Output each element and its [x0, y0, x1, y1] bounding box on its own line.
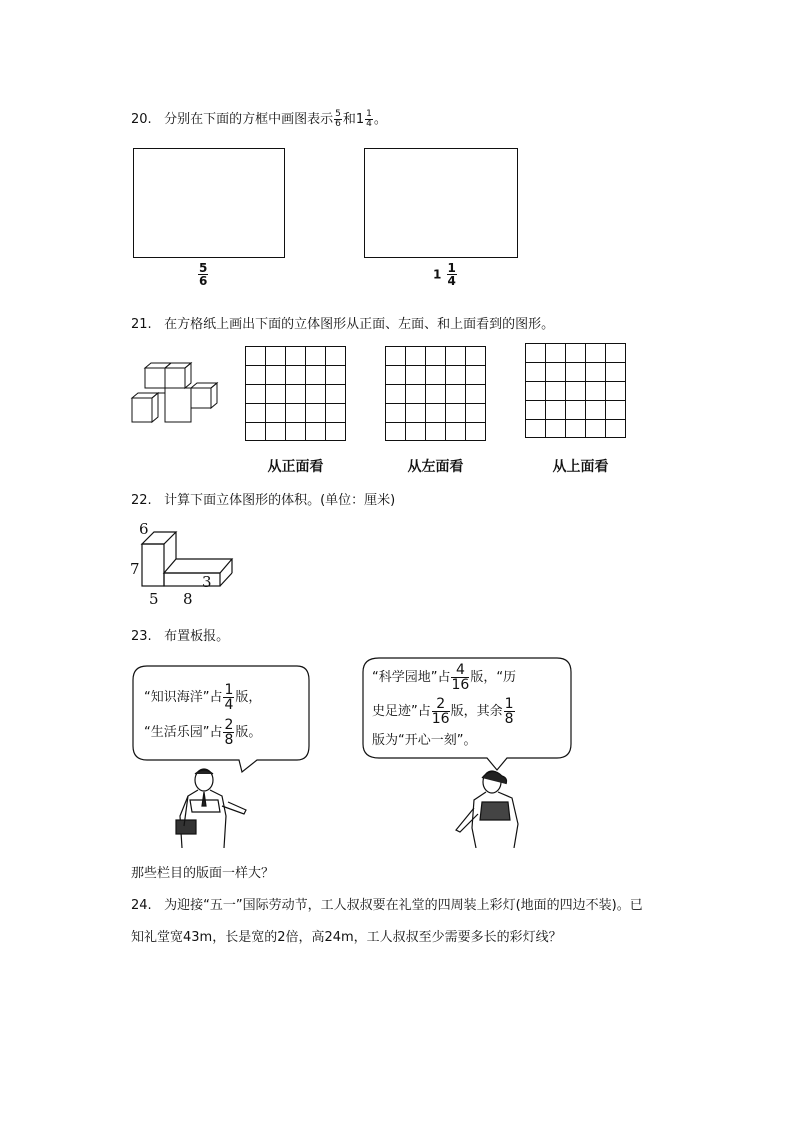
- drawing-box-left[interactable]: [133, 148, 285, 258]
- l-shape-solid-figure: [140, 528, 235, 590]
- q24-line2: 知礼堂宽43m，长是宽的2倍，高24m，工人叔叔至少需要多长的彩灯线？: [131, 930, 562, 945]
- grid-front-view[interactable]: [245, 346, 346, 441]
- dim-label-5: 5: [149, 590, 159, 608]
- q20-fraction-5-6: $\frac{5}{6}$: [335, 109, 341, 129]
- girl-illustration: [452, 768, 526, 848]
- dim-label-3: 3: [202, 573, 212, 591]
- box-label-1-1-4: 1 $\frac{1}{4}$: [433, 261, 456, 288]
- grid-left-view[interactable]: [385, 346, 486, 441]
- dim-label-7: 7: [130, 560, 140, 578]
- bubble-right-line2: 史足迹”占 $\frac{2}{16}$ 版，其余 $\frac{1}{8}$: [372, 696, 514, 727]
- q24-line1: 24. 为迎接“五一”国际劳动节，工人叔叔要在礼堂的四周装上彩灯(地面的四边不装)。已: [131, 898, 643, 913]
- caption-front-view: 从正面看: [267, 459, 324, 475]
- q22-text: 22. 计算下面立体图形的体积。(单位：厘米): [131, 493, 396, 508]
- q23-text: 23. 布置板报。: [131, 629, 230, 644]
- q20-fraction-1-4: $\frac{1}{4}$: [366, 109, 372, 129]
- caption-left-view: 从左面看: [407, 459, 464, 475]
- cube-stack-figure: [128, 358, 220, 428]
- boy-illustration: [160, 766, 252, 848]
- caption-top-view: 从上面看: [552, 459, 609, 475]
- bubble-left-line1: “知识海洋”占 $\frac{1}{4}$ 版，: [144, 682, 262, 713]
- dim-label-8: 8: [183, 590, 193, 608]
- bubble-right-line3: 版为“开心一刻”。: [372, 733, 477, 748]
- bubble-left-line2: “生活乐园”占 $\frac{2}{8}$ 版。: [144, 717, 262, 748]
- q21-text: 21. 在方格纸上画出下面的立体图形从正面、左面、和上面看到的图形。: [131, 317, 555, 332]
- box-label-5-6: $\frac{5}{6}$: [199, 261, 208, 288]
- grid-top-view[interactable]: [525, 343, 626, 438]
- dim-label-6: 6: [139, 520, 149, 538]
- q20-text: 20. 分别在下面的方框中画图表示 $\frac{5}{6}$ 和1 $\frac{1}{4}$ 。: [131, 109, 387, 129]
- bubble-right-line1: “科学园地”占 $\frac{4}{16}$ 版，“历: [372, 662, 517, 693]
- q23-question: 那些栏目的版面一样大？: [131, 866, 275, 881]
- drawing-box-right[interactable]: [364, 148, 518, 258]
